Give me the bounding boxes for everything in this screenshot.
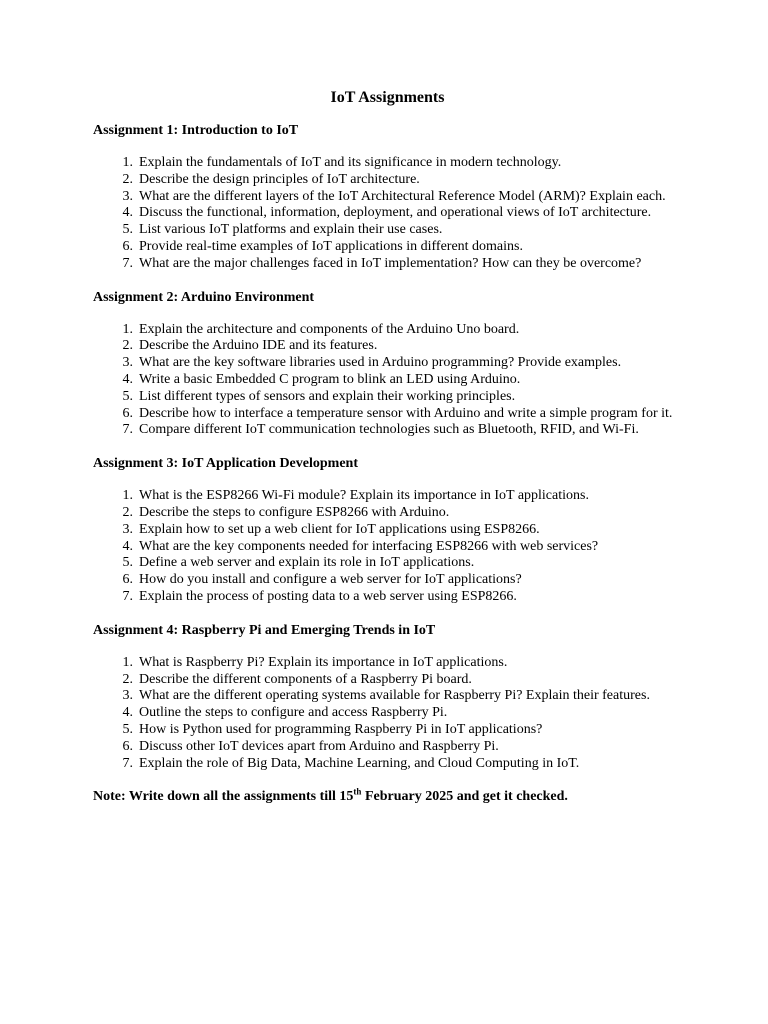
item-number: 6. bbox=[122, 738, 133, 754]
item-text: Explain the fundamentals of IoT and its significance in modern technology. bbox=[139, 155, 562, 170]
item-number: 7. bbox=[122, 588, 133, 604]
list-item bbox=[93, 572, 688, 589]
item-number: 2. bbox=[122, 504, 133, 520]
item-number: 1. bbox=[122, 488, 133, 504]
deadline-note bbox=[93, 788, 688, 805]
list-item bbox=[93, 322, 688, 339]
item-number: 5. bbox=[122, 222, 133, 238]
item-number: 3. bbox=[122, 188, 133, 204]
assignment-heading: Assignment 4: Raspberry Pi and Emerging Trends in IoT bbox=[93, 622, 436, 638]
item-number: 5. bbox=[122, 388, 133, 404]
item-text: Define a web server and explain its role in IoT applications. bbox=[139, 555, 475, 571]
item-text: Explain the role of Big Data, Machine Learning, and Cloud Computing in IoT. bbox=[139, 755, 580, 771]
item-text: Discuss other IoT devices apart from Arduino and Raspberry Pi. bbox=[139, 738, 499, 754]
document-title: IoT Assignments bbox=[330, 89, 445, 106]
list-item bbox=[93, 589, 688, 606]
list-item bbox=[93, 372, 688, 389]
ordinal-suffix: th bbox=[353, 786, 362, 797]
question-list bbox=[93, 322, 688, 440]
item-number: 5. bbox=[122, 721, 133, 737]
item-number: 4. bbox=[122, 705, 133, 721]
list-item bbox=[93, 205, 688, 222]
item-text: Provide real-time examples of IoT applications in different domains. bbox=[139, 238, 523, 254]
list-item bbox=[93, 389, 688, 406]
item-number: 6. bbox=[122, 238, 133, 254]
item-number: 4. bbox=[122, 538, 133, 554]
assignment-section bbox=[93, 622, 688, 773]
question-list bbox=[93, 488, 688, 606]
list-item bbox=[93, 422, 688, 439]
list-item bbox=[93, 172, 688, 189]
item-number: 2. bbox=[122, 671, 133, 687]
assignment-heading: Assignment 3: IoT Application Development bbox=[93, 456, 358, 472]
list-item bbox=[93, 739, 688, 756]
list-item bbox=[93, 555, 688, 572]
item-text: Describe how to interface a temperature sensor with Arduino and write a simple program for it. bbox=[139, 405, 673, 421]
item-number: 6. bbox=[122, 572, 133, 588]
item-text: Outline the steps to configure and access Raspberry Pi. bbox=[139, 705, 448, 721]
item-number: 5. bbox=[122, 555, 133, 571]
list-item bbox=[93, 338, 688, 355]
item-text: List various IoT platforms and explain their use cases. bbox=[139, 222, 443, 238]
list-item bbox=[93, 539, 688, 556]
list-item bbox=[93, 355, 688, 372]
item-number: 6. bbox=[122, 405, 133, 421]
assignment-heading: Assignment 1: Introduction to IoT bbox=[93, 123, 299, 138]
list-item bbox=[93, 505, 688, 522]
list-item bbox=[93, 705, 688, 722]
item-number: 7. bbox=[122, 255, 133, 271]
item-number: 3. bbox=[122, 688, 133, 704]
item-text: What is the ESP8266 Wi-Fi module? Explain its importance in IoT applications. bbox=[139, 488, 589, 504]
item-text: Explain how to set up a web client for IoT applications using ESP8266. bbox=[139, 521, 540, 537]
item-text: List different types of sensors and explain their working principles. bbox=[139, 388, 516, 404]
item-text: Describe the steps to configure ESP8266 with Arduino. bbox=[139, 504, 450, 520]
item-text: Describe the design principles of IoT architecture. bbox=[139, 171, 420, 187]
list-item bbox=[93, 688, 688, 705]
item-text: Describe the Arduino IDE and its features. bbox=[139, 338, 378, 354]
assignment-section bbox=[93, 122, 688, 273]
list-item bbox=[93, 406, 688, 423]
assignment-section bbox=[93, 289, 688, 440]
item-number: 1. bbox=[122, 321, 133, 337]
item-number: 7. bbox=[122, 755, 133, 771]
item-number: 2. bbox=[122, 338, 133, 354]
item-number: 2. bbox=[122, 171, 133, 187]
item-number: 1. bbox=[122, 654, 133, 670]
item-text: Compare different IoT communication technologies such as Bluetooth, RFID, and Wi-Fi. bbox=[139, 422, 639, 438]
note-text-start: Note: Write down all the assignments till 15 bbox=[93, 789, 354, 805]
list-item bbox=[93, 488, 688, 505]
item-text: What are the different layers of the IoT Architectural Reference Model (ARM)? Explain each. bbox=[139, 188, 666, 204]
item-number: 4. bbox=[122, 371, 133, 387]
assignment-heading: Assignment 2: Arduino Environment bbox=[93, 289, 315, 305]
item-text: Explain the process of posting data to a web server using ESP8266. bbox=[139, 588, 517, 604]
list-item bbox=[93, 189, 688, 206]
item-text: Discuss the functional, information, deployment, and operational views of IoT architecture. bbox=[139, 205, 652, 221]
list-item bbox=[93, 722, 688, 739]
assignment-section bbox=[93, 455, 688, 606]
item-text: How do you install and configure a web server for IoT applications? bbox=[139, 572, 522, 588]
item-text: What are the key software libraries used in Arduino programming? Provide examples. bbox=[139, 355, 622, 371]
list-item bbox=[93, 222, 688, 239]
list-item bbox=[93, 522, 688, 539]
list-item bbox=[93, 655, 688, 672]
list-item bbox=[93, 239, 688, 256]
item-number: 3. bbox=[122, 355, 133, 371]
item-text: What are the key components needed for interfacing ESP8266 with web services? bbox=[139, 538, 599, 554]
item-text: What are the major challenges faced in IoT implementation? How can they be overcome? bbox=[139, 255, 642, 271]
list-item bbox=[93, 155, 688, 172]
list-item bbox=[93, 672, 688, 689]
question-list bbox=[93, 655, 688, 773]
item-text: What is Raspberry Pi? Explain its importance in IoT applications. bbox=[139, 654, 508, 670]
item-text: Describe the different components of a Raspberry Pi board. bbox=[139, 671, 472, 687]
item-number: 4. bbox=[122, 205, 133, 221]
item-number: 3. bbox=[122, 521, 133, 537]
note-text-end: February 2025 and get it checked. bbox=[361, 789, 568, 805]
item-text: How is Python used for programming Raspberry Pi in IoT applications? bbox=[139, 721, 543, 737]
item-text: What are the different operating systems available for Raspberry Pi? Explain their features. bbox=[139, 688, 650, 704]
item-text: Write a basic Embedded C program to blink an LED using Arduino. bbox=[139, 371, 521, 387]
question-list bbox=[93, 155, 688, 273]
list-item bbox=[93, 756, 688, 773]
item-text: Explain the architecture and components of the Arduino Uno board. bbox=[139, 321, 520, 337]
item-number: 1. bbox=[122, 155, 133, 170]
item-number: 7. bbox=[122, 422, 133, 438]
list-item bbox=[93, 256, 688, 273]
